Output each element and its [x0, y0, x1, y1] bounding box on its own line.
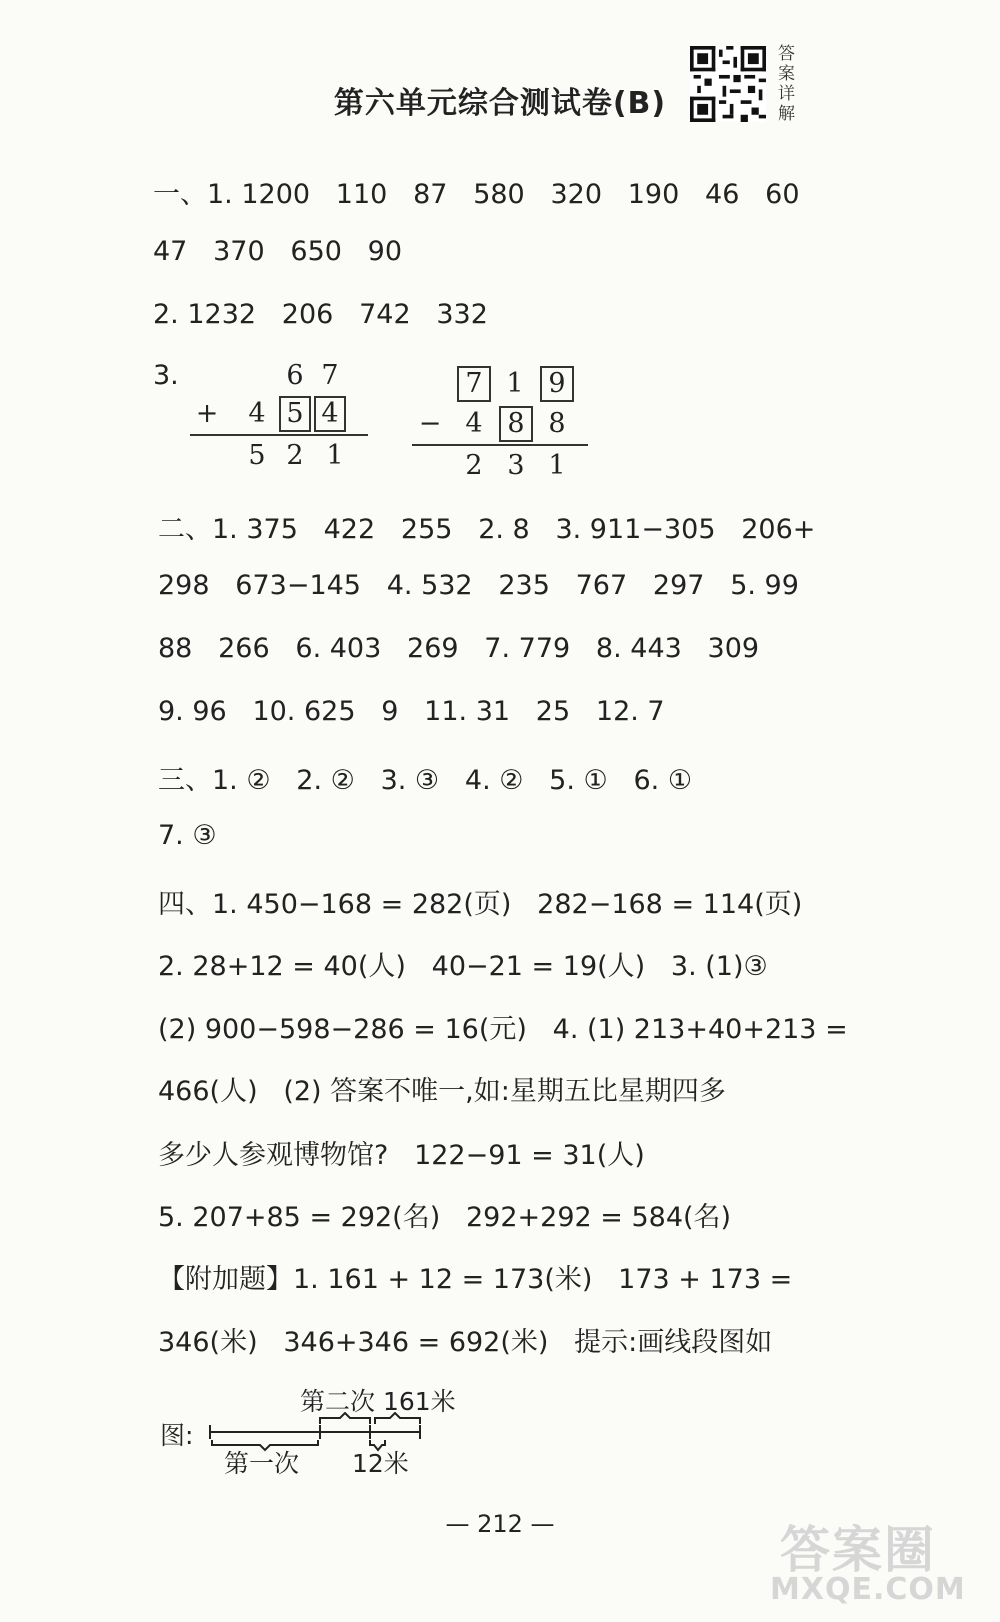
- answer-line: 7. ③: [158, 820, 217, 851]
- digit: 4: [248, 398, 266, 429]
- answer-line: 四、1. 450−168 = 282(页) 282−168 = 114(页): [158, 889, 803, 920]
- digit: 6: [286, 360, 304, 391]
- digit: 1: [326, 440, 344, 471]
- digit: 8: [507, 408, 525, 439]
- digit: 7: [465, 368, 483, 399]
- answer-line: 47 370 650 90: [153, 236, 403, 267]
- digit: 1: [548, 450, 566, 481]
- watermark-text: 答案圈: [780, 1521, 936, 1579]
- answer-line: 【附加题】1. 161 + 12 = 173(米) 173 + 173 =: [158, 1264, 793, 1295]
- answer-line: 一、1. 1200 110 87 580 320 190 46 60: [153, 179, 800, 210]
- digit: 4: [465, 408, 483, 439]
- digit: 9: [548, 368, 566, 399]
- digit: 8: [548, 408, 566, 439]
- page-number: — 212 —: [445, 1510, 555, 1538]
- answer-line: 2. 1232 206 742 332: [153, 299, 488, 330]
- watermark-logo: [770, 1510, 990, 1610]
- diagram-extra-label: 12米: [352, 1449, 409, 1478]
- plus-sign: +: [195, 398, 219, 429]
- digit: 1: [506, 368, 524, 399]
- answer-line: 298 673−145 4. 532 235 767 297 5. 99: [158, 570, 799, 601]
- digit: 4: [321, 398, 339, 429]
- answer-line: 三、1. ② 2. ② 3. ③ 4. ② 5. ① 6. ①: [158, 765, 693, 796]
- qr-label: 答案详解: [778, 44, 795, 124]
- digit: 2: [286, 440, 304, 471]
- watermark-url: MXQE.COM: [770, 1572, 966, 1607]
- answer-line: 多少人参观博物馆? 122−91 = 31(人): [158, 1140, 645, 1171]
- diagram-first-label: 第一次: [224, 1449, 300, 1478]
- answer-line: 346(米) 346+346 = 692(米) 提示:画线段图如: [158, 1327, 773, 1358]
- digit: 5: [248, 440, 266, 471]
- digit: 2: [465, 450, 483, 481]
- sum-line: [190, 434, 368, 436]
- difference-line: [412, 444, 588, 446]
- qr-code-icon[interactable]: [690, 46, 766, 122]
- diagram-top-label: 第二次 161米: [300, 1387, 456, 1416]
- diagram-prefix: 图:: [160, 1421, 194, 1450]
- digit: 3: [507, 450, 525, 481]
- digit: 7: [321, 360, 339, 391]
- answer-line: 2. 28+12 = 40(人) 40−21 = 19(人) 3. (1)③: [158, 951, 768, 982]
- answer-line: 466(人) (2) 答案不唯一,如:星期五比星期四多: [158, 1076, 726, 1107]
- minus-sign: −: [418, 408, 442, 439]
- answer-line: 5. 207+85 = 292(名) 292+292 = 584(名): [158, 1202, 732, 1233]
- digit: 5: [286, 398, 304, 429]
- answer-line: 88 266 6. 403 269 7. 779 8. 443 309: [158, 633, 760, 664]
- answer-line: 二、1. 375 422 255 2. 8 3. 911−305 206+: [158, 514, 816, 545]
- answer-line: (2) 900−598−286 = 16(元) 4. (1) 213+40+213 =: [158, 1014, 848, 1045]
- answer-line: 9. 96 10. 625 9 11. 31 25 12. 7: [158, 696, 665, 727]
- page-title: 第六单元综合测试卷(B): [333, 86, 667, 121]
- answer-line: 3.: [153, 360, 179, 391]
